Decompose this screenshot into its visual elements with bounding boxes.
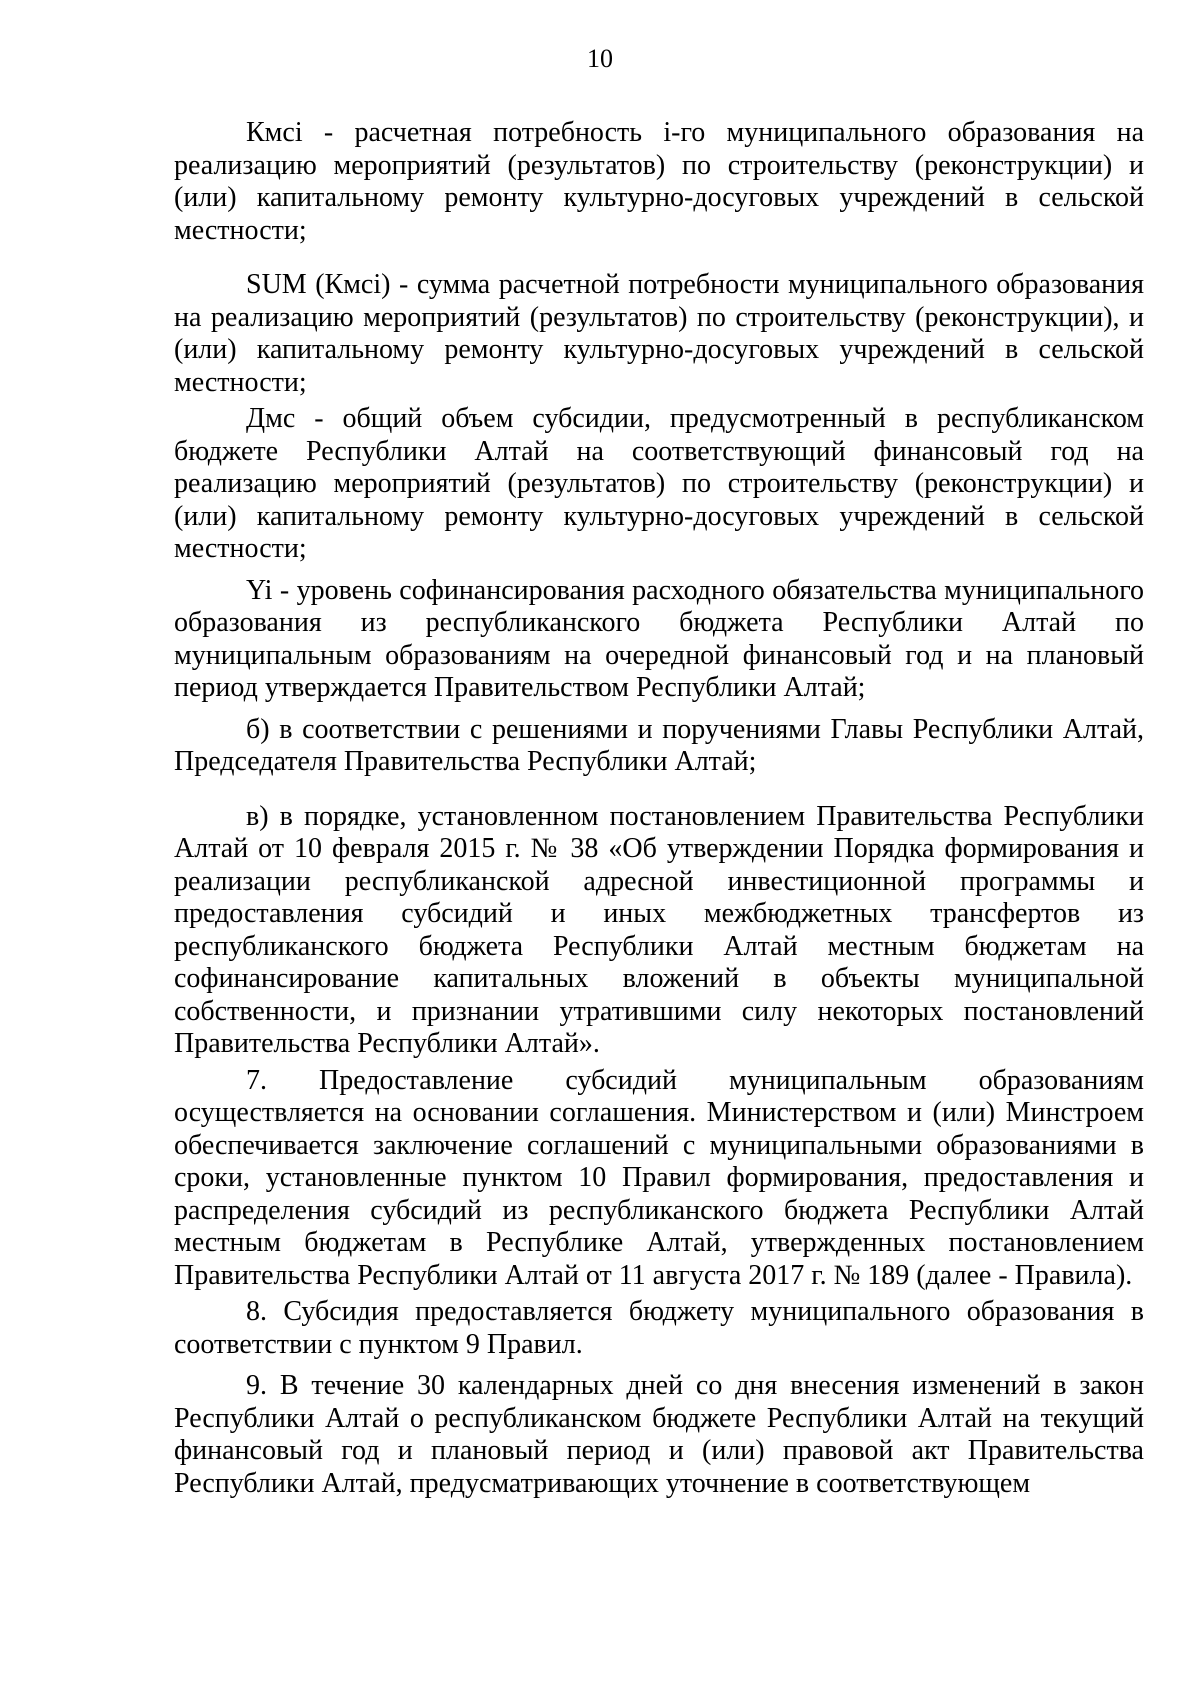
paragraph-yi-definition: Yi - уровень софинансирования расходного обязательства муниципального образования из республиканского бюджета Республики Алтай по муниципальным образованиям на очередной финансовый год и на плановый период утверждается Правительством Республики Алтай; — [174, 574, 1144, 703]
document-body — [174, 117, 1144, 1500]
page-number: 10 — [587, 44, 613, 73]
paragraph-kmsi-definition: Кмсi - расчетная потребность i-го муниципального образования на реализацию мероприятий (результатов) по строительству (реконструкции) и (или) капитальному ремонту культурно-досуговых учреждений в сельской местности; — [174, 117, 1144, 246]
paragraph-subitem-v: в) в порядке, установленном постановлением Правительства Республики Алтай от 10 февраля 2015 г. № 38 «Об утверждении Порядка формирования и реализации республиканской адресной инвестиционной программы и предоставления субсидий и иных межбюджетных трансфертов из республиканского бюджета Республики Алтай местным бюджетам на софинансирование капитальных вложений в объекты муниципальной собственности, и признании утратившими силу некоторых постановлений Правительства Республики Алтай». — [174, 800, 1144, 1059]
paragraph-subitem-b: б) в соответствии с решениями и поручениями Главы Республики Алтай, Председателя Правительства Республики Алтай; — [174, 713, 1144, 777]
paragraph-item-7: 7. Предоставление субсидий муниципальным образованиям осуществляется на основании соглашения. Министерством и (или) Минстроем обеспечивается заключение соглашений с муниципальными образованиями в сроки, установленные пунктом 10 Правил формирования, предоставления и распределения субсидий из республиканского бюджета Республики Алтай местным бюджетам в Республике Алтай, утвержденных постановлением Правительства Республики Алтай от 11 августа 2017 г. № 189 (далее - Правила). — [174, 1064, 1144, 1291]
paragraph-item-8: 8. Субсидия предоставляется бюджету муниципального образования в соответствии с пунктом 9 Правил. — [174, 1296, 1144, 1360]
paragraph-sum-definition: SUM (Кмсi) - сумма расчетной потребности муниципального образования на реализацию мероприятий (результатов) по строительству (реконструкции), и (или) капитальному ремонту культурно-досуговых учреждений в сельской местности; — [174, 269, 1144, 398]
paragraph-item-9: 9. В течение 30 календарных дней со дня внесения изменений в закон Республики Алтай о республиканском бюджете Республики Алтай на текущий финансовый год и плановый период и (или) правовой акт Правительства Республики Алтай, предусматривающих уточнение в соответствующем — [174, 1370, 1144, 1499]
paragraph-dms-definition: Дмс - общий объем субсидии, предусмотренный в республиканском бюджете Республики Алтай на соответствующий финансовый год на реализацию мероприятий (результатов) по строительству (реконструкции) и (или) капитальному ремонту культурно-досуговых учреждений в сельской местности; — [174, 403, 1144, 564]
